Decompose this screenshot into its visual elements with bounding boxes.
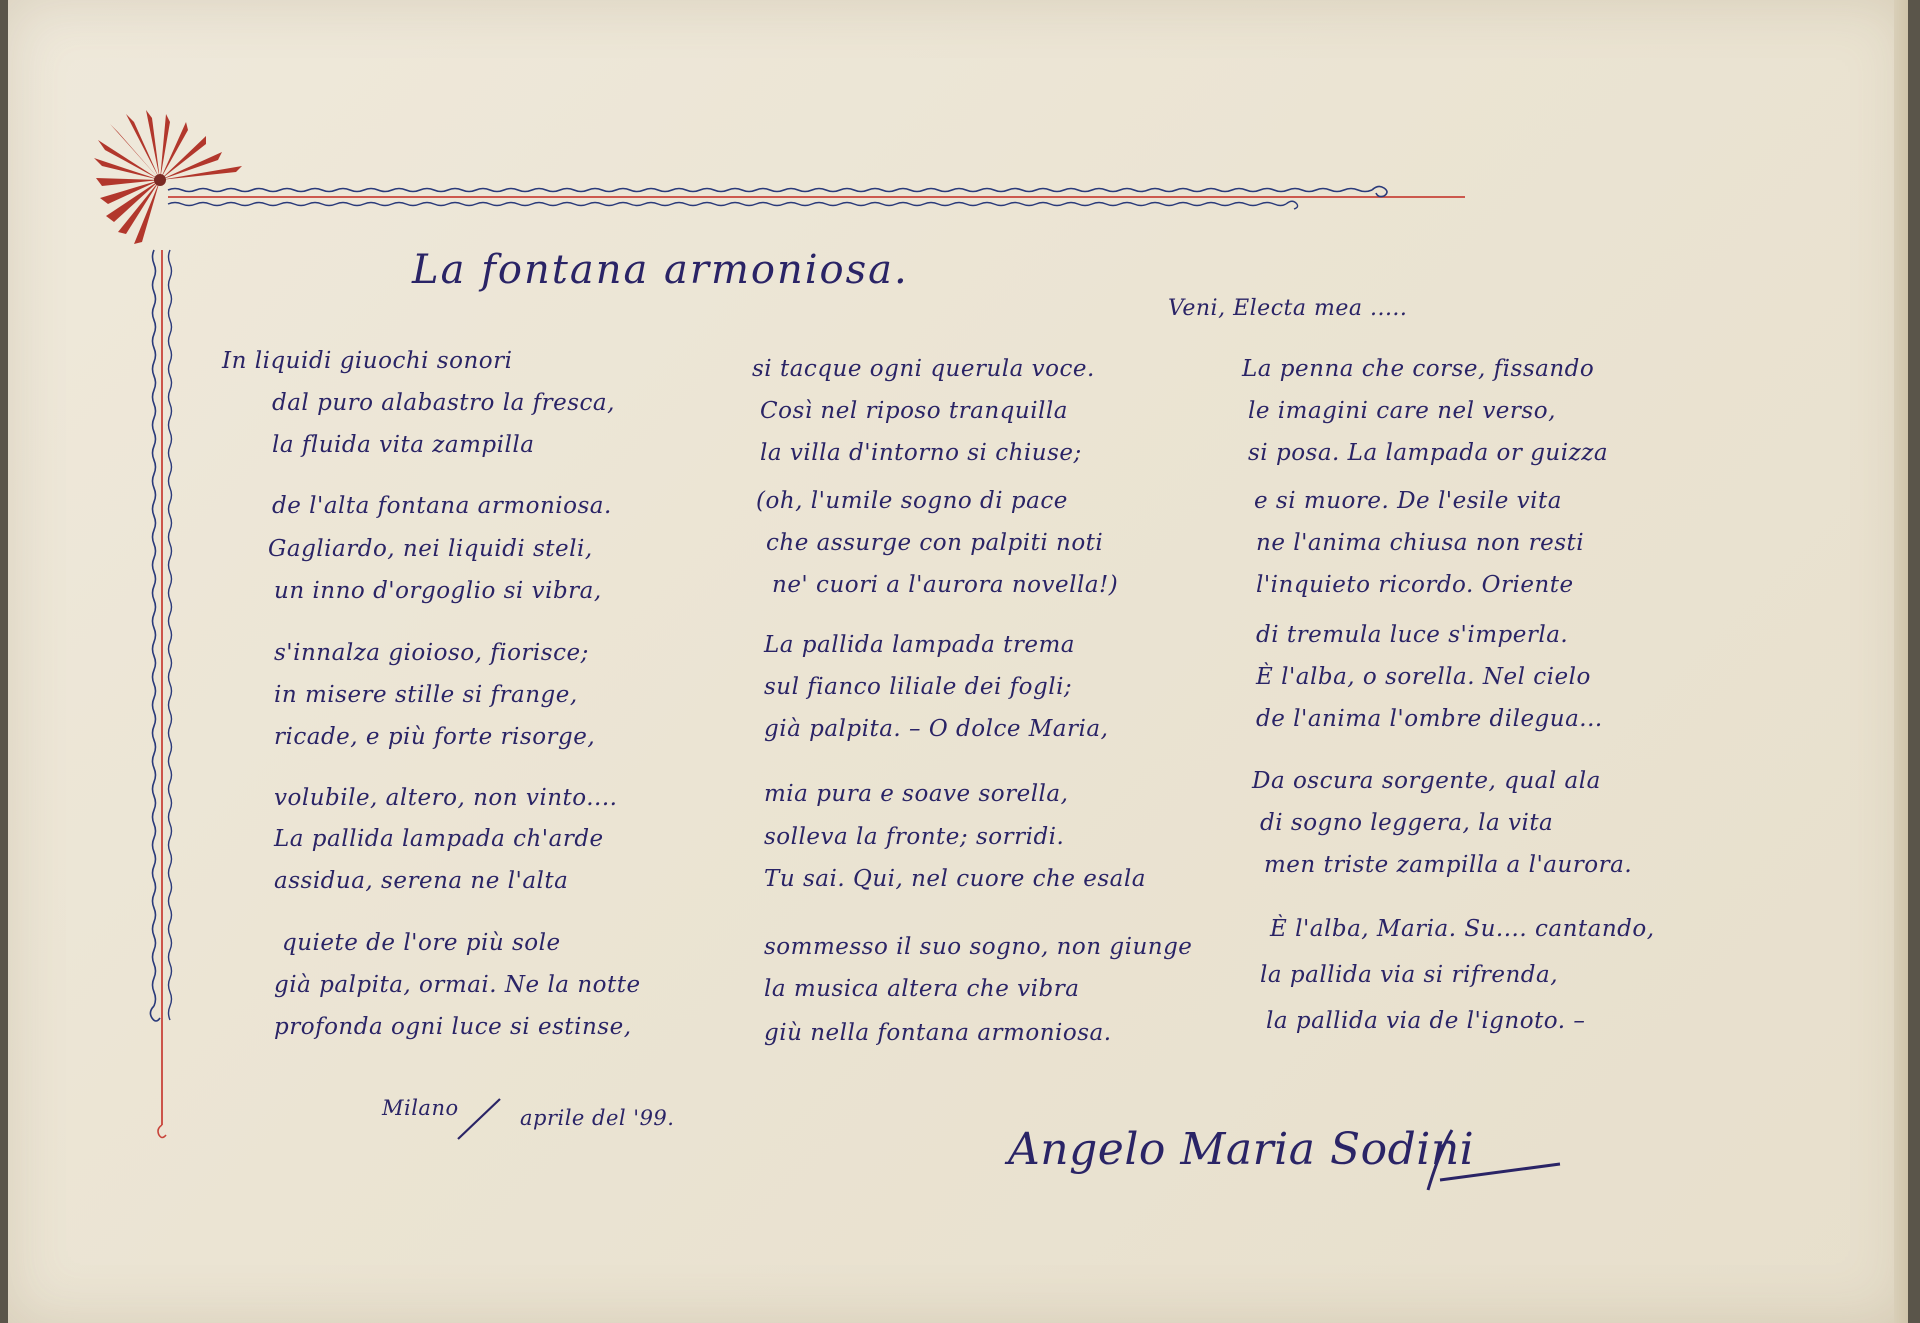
poem-line: giù nella fontana armoniosa.: [764, 1020, 1112, 1046]
poem-line: sul fianco liliale dei fogli;: [764, 674, 1073, 700]
poem-line: la pallida via si rifrenda,: [1260, 962, 1559, 988]
poem-line: s'innalza gioioso, fiorisce;: [274, 640, 589, 666]
poem-line: Tu sai. Qui, nel cuore che esala: [764, 866, 1146, 892]
poem-line: Così nel riposo tranquilla: [760, 398, 1068, 424]
poem-line: l'inquieto ricordo. Oriente: [1256, 572, 1574, 598]
poem-line: men triste zampilla a l'aurora.: [1264, 852, 1633, 878]
date-place: Milano: [382, 1096, 459, 1120]
poem-line: in misere stille si frange,: [274, 682, 578, 708]
left-border: [150, 250, 171, 1138]
poem-line: quiete de l'ore più sole: [282, 930, 561, 956]
poem-line: che assurge con palpiti noti: [766, 530, 1104, 556]
poem-line: già palpita. – O dolce Maria,: [764, 716, 1109, 742]
poem-title: La fontana armoniosa.: [412, 247, 909, 293]
poem-line: già palpita, ormai. Ne la notte: [274, 972, 641, 998]
poem-line: di tremula luce s'imperla.: [1256, 622, 1569, 648]
poem-line: si tacque ogni querula voce.: [752, 356, 1095, 382]
top-border: [168, 186, 1465, 209]
poem-line: La pallida lampada trema: [764, 632, 1075, 658]
poem-line: de l'alta fontana armoniosa.: [272, 493, 612, 519]
poem-line: la pallida via de l'ignoto. –: [1266, 1008, 1586, 1034]
epigraph: Veni, Electa mea .....: [1168, 296, 1408, 321]
signature-flourish: [1420, 1120, 1570, 1200]
poem-line: sommesso il suo sogno, non giunge: [764, 934, 1193, 960]
poem-line: di sogno leggera, la vita: [1260, 810, 1554, 836]
poem-line: È l'alba, o sorella. Nel cielo: [1256, 664, 1591, 690]
poem-line: La pallida lampada ch'arde: [274, 826, 604, 852]
poem-line: È l'alba, Maria. Su.... cantando,: [1270, 916, 1655, 942]
corner-fan-ornament: [94, 110, 242, 244]
date-slash: [450, 1095, 510, 1145]
poem-line: (oh, l'umile sogno di pace: [756, 488, 1068, 514]
date: aprile del '99.: [520, 1106, 675, 1130]
poem-line: ne l'anima chiusa non resti: [1256, 530, 1585, 556]
poem-line: volubile, altero, non vinto....: [274, 785, 618, 811]
signature: Angelo Maria Sodini: [1008, 1124, 1475, 1175]
poem-line: La penna che corse, fissando: [1242, 356, 1595, 382]
poem-line: Gagliardo, nei liquidi steli,: [268, 536, 593, 562]
poem-line: mia pura e soave sorella,: [764, 781, 1069, 807]
poem-line: le imagini care nel verso,: [1248, 398, 1556, 424]
poem-line: la musica altera che vibra: [764, 976, 1080, 1002]
poem-line: assidua, serena ne l'alta: [274, 868, 569, 894]
poem-line: la fluida vita zampilla: [272, 432, 535, 458]
poem-line: Da oscura sorgente, qual ala: [1252, 768, 1601, 794]
poem-line: profonda ogni luce si estinse,: [274, 1014, 632, 1040]
poem-line: dal puro alabastro la fresca,: [272, 390, 615, 416]
poem-line: de l'anima l'ombre dilegua...: [1256, 706, 1603, 732]
poem-line: ne' cuori a l'aurora novella!): [772, 572, 1119, 598]
poem-line: In liquidi giuochi sonori: [222, 348, 513, 374]
poem-line: ricade, e più forte risorge,: [274, 724, 596, 750]
poem-line: un inno d'orgoglio si vibra,: [274, 578, 602, 604]
poem-line: si posa. La lampada or guizza: [1248, 440, 1609, 466]
poem-line: la villa d'intorno si chiuse;: [760, 440, 1082, 466]
poem-line: e si muore. De l'esile vita: [1254, 488, 1562, 514]
poem-line: solleva la fronte; sorridi.: [764, 824, 1065, 850]
